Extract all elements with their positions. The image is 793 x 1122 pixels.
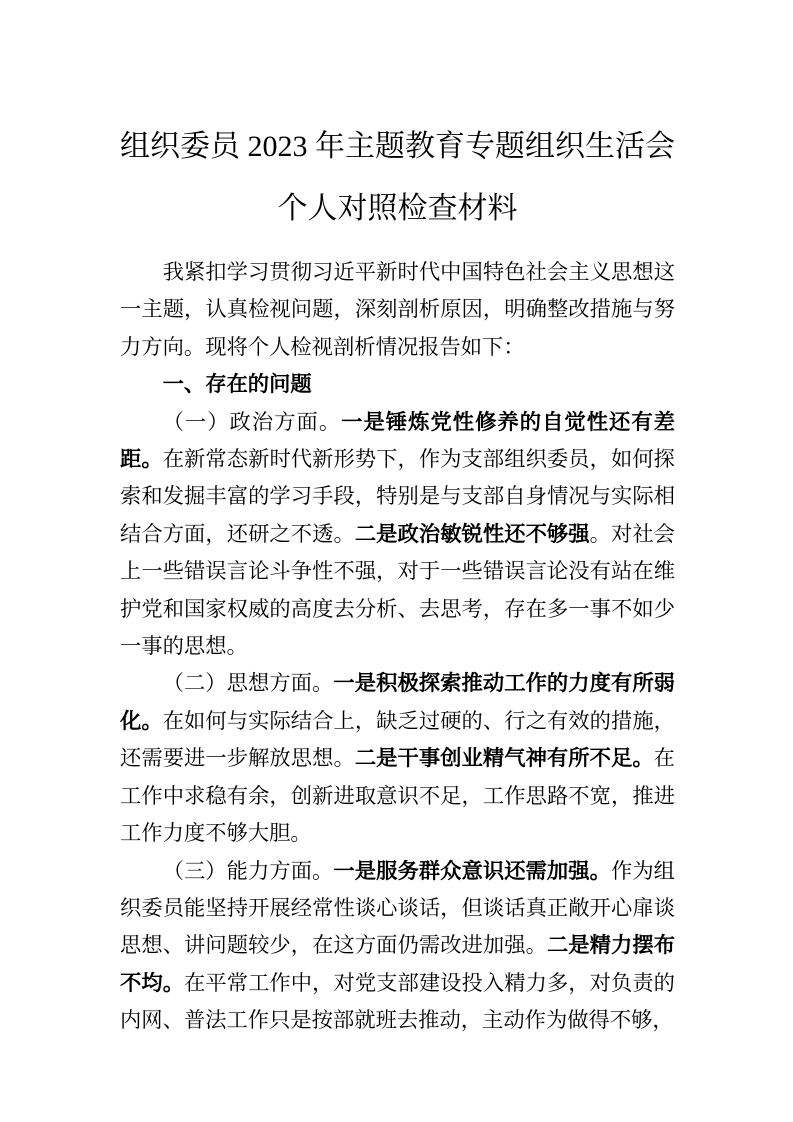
- emphasis-run: 一是积极探索推动工作的力度有所弱化。: [120, 671, 675, 733]
- text-run: 在工作中求稳有余，创新进取意识不足，工作思路不宽，推进工作力度不够大胆。: [120, 746, 675, 846]
- document-title-line-2: 个人对照检查材料: [277, 192, 518, 225]
- text-run: （一）政治方面。: [162, 409, 342, 434]
- paragraph-ability: [120, 853, 675, 1040]
- emphasis-run: 二是干事创业精气神有所不足。: [354, 746, 654, 771]
- document-body: [120, 254, 675, 1040]
- emphasis-run: 一是锤炼党性修养的自觉性还有差距。: [120, 409, 675, 472]
- intro-paragraph: 我紧扣学习贯彻习近平新时代中国特色社会主义思想这一主题，认真检视问题，深刻剖析原因，明确整改措施与努力方向。现将个人检视剖析情况报告如下：: [120, 260, 675, 359]
- text-run: （二）思想方面。: [162, 671, 334, 696]
- text-run: （三）能力方面。: [162, 858, 334, 883]
- paragraph-thought: [120, 665, 675, 852]
- emphasis-run: 二是政治敏锐性还不够强: [354, 521, 590, 546]
- text-run: 。对社会上一些错误言论斗争性不强，对于一些错误言论没有站在维护党和国家权威的高度去分析、去思考，存在多一事不如少一事的思想。: [120, 521, 675, 659]
- document-title-line-1: 组织委员 2023 年主题教育专题组织生活会: [120, 130, 675, 163]
- emphasis-run: 二是精力摆布不均。: [120, 933, 675, 995]
- text-run: 在平常工作中，对党支部建设投入精力多，对负责的内网、普法工作只是按部就班去推动，主动作为做得不够，: [120, 970, 675, 1033]
- text-run: 作为组织委员能坚持开展经常性谈心谈话，但谈话真正敞开心扉谈思想、讲问题较少，在这方面仍需改进加强。: [120, 858, 675, 958]
- emphasis-run: 一是服务群众意识还需加强。: [333, 858, 611, 883]
- document-title: [120, 116, 675, 240]
- text-run: 在新常态新时代新形势下，作为支部组织委员，如何探索和发掘丰富的学习手段，特别是与支部自身情况与实际相结合方面，还研之不透。: [120, 447, 675, 546]
- paragraph-politics: [120, 404, 675, 666]
- section-heading-problems: 一、存在的问题: [162, 372, 312, 397]
- text-run: 在如何与实际结合上，缺乏过硬的、行之有效的措施，还需要进一步解放思想。: [120, 708, 675, 771]
